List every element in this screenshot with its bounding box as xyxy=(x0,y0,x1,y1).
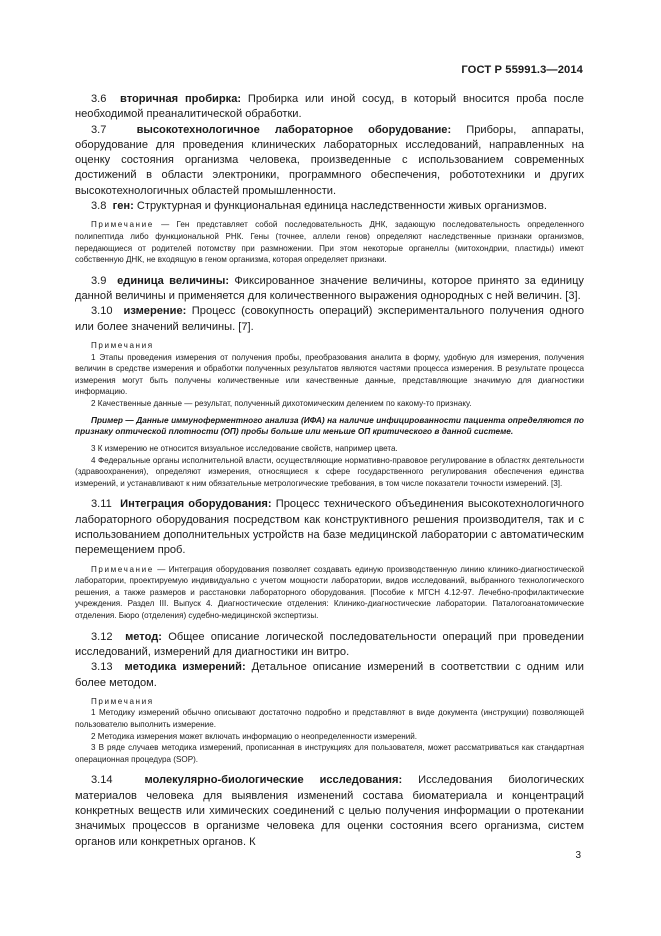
page-number: 3 xyxy=(575,850,581,861)
example-ifa: Пример — Данные иммуноферментного анализа (ИФА) на наличие инфицированности пациента определяются по признаку оптической плотности (ОП) пробы больше или меньше ОП критического в данной системе. xyxy=(75,414,584,437)
standard-designation: ГОСТ Р 55991.3—2014 xyxy=(461,64,583,76)
term-name: ген: xyxy=(112,200,134,213)
term-definition: Исследования биологических материалов человека для выявления изменений состава биоматериала и концентраций конкретных веществ или химических соединений с целью получения информации о протекании значимых процессов в организме человека для оценки состояния всего организма, систем органов или конкретных органов. К xyxy=(75,774,585,848)
term-number: 3.12 xyxy=(91,630,113,643)
note-text: — Ген представляет собой последовательность ДНК, задающую последовательность определенного полипептида либо функциональной РНК. Гены (точнее, аллели генов) определяют наследственные признаки организмов, передающиеся от родителей потомству при размножении. При этом некоторые органеллы (митохондрии, пластиды) имеют собственную ДНК, не входящую в геном организма, которая определяет признаки. xyxy=(75,220,585,265)
note-measurement-3: 3 К измерению не относится визуальное исследование свойств, например цвета. xyxy=(91,444,398,454)
note-method-2: 2 Методика измерения может включать информацию о неопределенности измерений. xyxy=(91,731,418,741)
term-name: вторичная пробирка: xyxy=(120,93,242,105)
term-number: 3.13 xyxy=(91,661,113,674)
page-content xyxy=(75,92,584,850)
term-number: 3.14 xyxy=(91,774,113,787)
term-3-12 xyxy=(75,630,584,661)
term-name: измерение: xyxy=(123,305,187,318)
term-name: молекулярно-биологические исследования: xyxy=(144,774,403,787)
term-number: 3.7 xyxy=(91,123,107,136)
term-name: метод: xyxy=(125,630,162,643)
term-name: Интеграция оборудования: xyxy=(120,498,272,511)
term-3-9 xyxy=(75,274,584,305)
note-integration xyxy=(75,564,584,622)
term-definition: Структурная и функциональная единица наследственности живых организмов. xyxy=(136,200,547,213)
term-3-13 xyxy=(75,660,584,691)
term-3-8 xyxy=(75,199,584,214)
term-name: методика измерений: xyxy=(124,661,246,674)
term-definition: Процесс технического объединения высокотехнологичного лабораторного оборудования посредством как конструктивного решения производителя, так и с использованием дополнительных устройств на базе медицинской лаборатории с автоматическим перемещением проб. xyxy=(75,498,584,557)
term-number: 3.11 xyxy=(91,498,112,511)
term-number: 3.8 xyxy=(91,200,107,213)
note-gene xyxy=(75,219,584,265)
term-definition: Процесс (совокупность операций) экспериментального получения одного или более значений величины. [7]. xyxy=(75,305,584,333)
term-name: единица величины: xyxy=(117,274,230,287)
term-3-7 xyxy=(75,123,584,199)
term-3-6 xyxy=(75,92,584,123)
term-definition: Детальное описание измерений в соответствии с одним или более методом. xyxy=(75,661,584,689)
term-definition: Общее описание логической последовательности операций при проведении исследований, измерений для диагностики ин витро. xyxy=(75,630,584,658)
term-number: 3.6 xyxy=(91,93,107,105)
term-definition: Пробирка или иной сосуд, в который вносится проба после необходимой преаналитической обработки. xyxy=(75,93,584,121)
term-definition: Фиксированное значение величины, которое принято за единицу данной величины и применяется для количественного выражения однородных с ней величин. [3]. xyxy=(75,274,584,303)
term-definition: Приборы, аппараты, оборудование для проведения клинических лабораторных исследований, направленных на оценку состояния организма человека, произведенные с использованием современных достижений в области электроники, программного обеспечения, робототехники и других высокотехнологичных областей промышленности. xyxy=(75,123,584,197)
note-label: Примечание xyxy=(91,220,154,230)
term-3-14 xyxy=(75,773,584,849)
term-3-11 xyxy=(75,497,584,558)
note-text: — Интеграция оборудования позволяет создавать единую производственную линию клинико-диагностической лаборатории, проектируемую индивидуально с учетом мощности лаборатории, видов исследований, выбранного технологического решения, а также размеров и расстановки лабораторного оборудования. [Пособие к МГСН 4.12-97. Лечебно-профилактические учреждения. Раздел III. Выпуск 4. Диагностические отделения: Клинико-диагностические лаборатории. Паталогоанатомические отделения. Бюро (отделения) судебно-медицинской экспертизы. xyxy=(75,564,585,621)
note-measurement-4: 4 Федеральные органы исполнительной власти, осуществляющие нормативно-правовое регулирование в областях деятельности (здравоохранения), определяют измерения, относящиеся к сфере государственного регулирования обеспечения единства измерений, и устанавливают к ним обязательные метрологические требования, в том числе показатели точности измерений. [3]. xyxy=(75,455,584,488)
term-number: 3.9 xyxy=(91,274,107,287)
note-measurement-1: 1 Этапы проведения измерения от получения пробы, преобразования аналита в форму, удобную для измерения, получения величин в средстве измерения и обработки полученных результатов являются частями процесса измерения. В результате процесса измерения могут быть получены количественные или качественные данные, представляющие значимую для диагностики информацию. xyxy=(75,352,584,397)
term-name: высокотехнологичное лабораторное оборудование: xyxy=(136,123,452,136)
term-3-10 xyxy=(75,304,584,335)
notes-heading: Примечания xyxy=(91,696,154,706)
note-method-1: 1 Методику измерений обычно описывают достаточно подробно и представляют в виде документа (инструкции) позволяющей пользователю выполнить измерение. xyxy=(75,708,584,729)
note-label: Примечание xyxy=(91,564,154,574)
note-method-3: 3 В ряде случаев методика измерений, прописанная в инструкциях для пользователя, может рассматриваться как стандартная операционная процедура (SOP). xyxy=(75,743,584,764)
term-number: 3.10 xyxy=(91,305,113,318)
note-measurement-2: 2 Качественные данные — результат, полученный дихотомическим делением по какому-то признаку. xyxy=(91,398,472,408)
notes-heading: Примечания xyxy=(91,340,154,350)
